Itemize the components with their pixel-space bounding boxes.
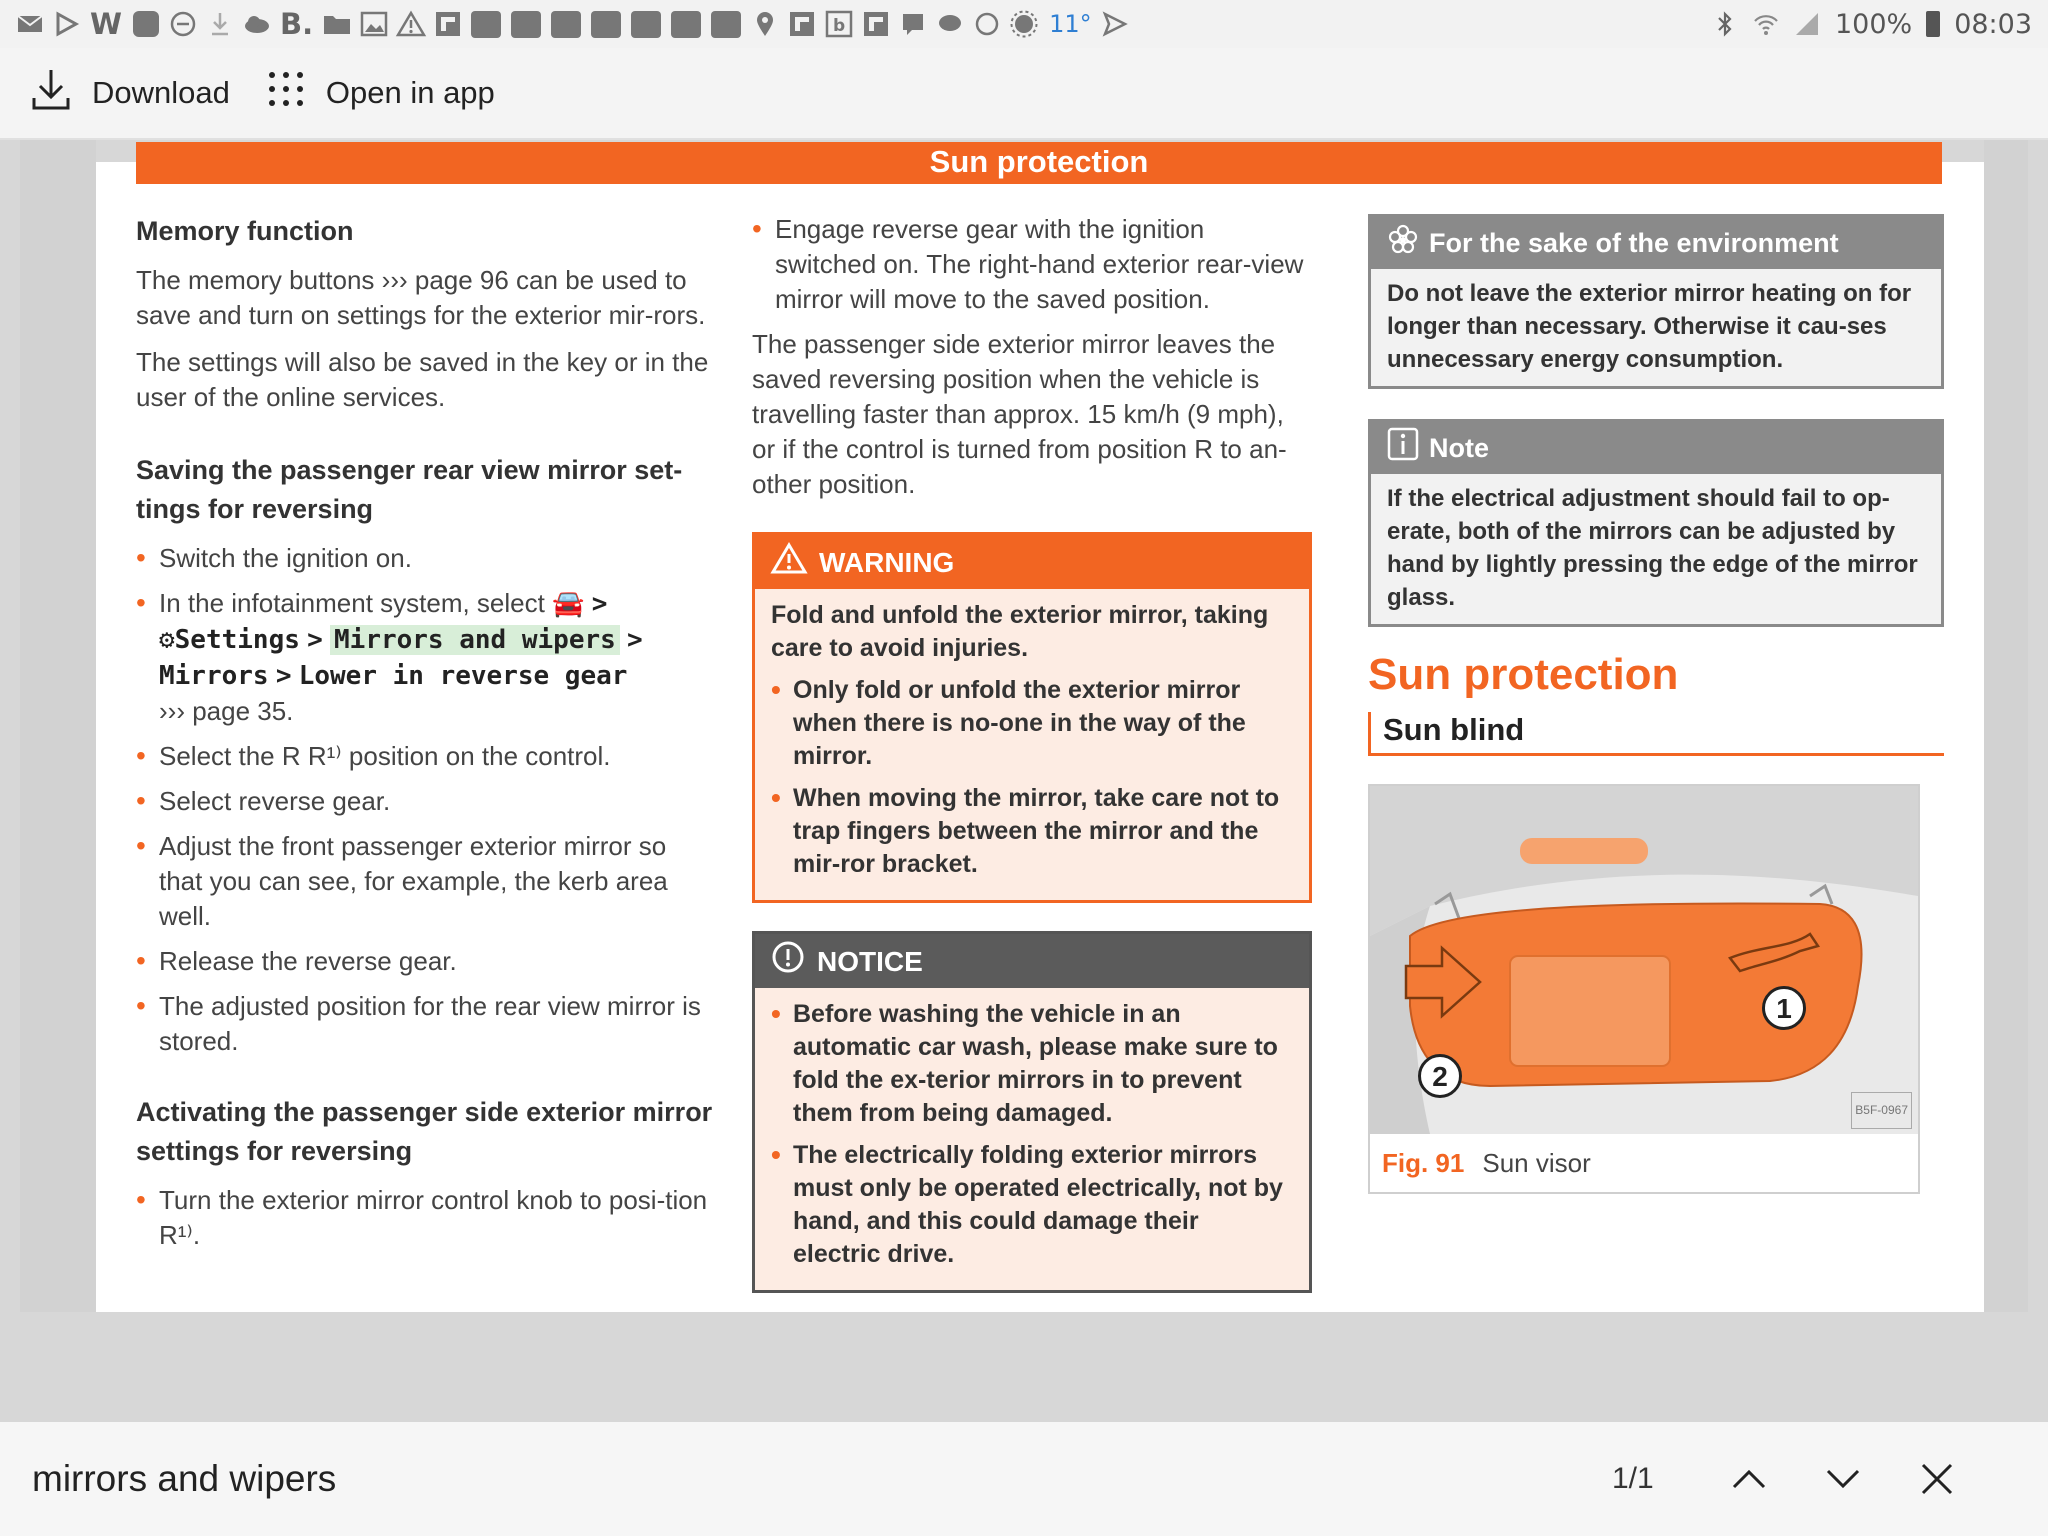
search-highlight: Mirrors and wipers <box>330 625 620 655</box>
car-icon: 🚘 <box>552 588 585 618</box>
app-plus-icon <box>132 11 159 38</box>
warning-intro: Fold and unfold the exterior mirror, taking care to avoid injuries. <box>771 601 1269 662</box>
list-item: • When moving the mirror, take care not to trap fingers between the mirror and the mir-ror bracket. <box>771 782 1293 881</box>
flipboard-icon <box>788 11 815 38</box>
youtube-icon <box>711 11 741 38</box>
find-in-page-bar <box>0 1422 2048 1536</box>
info-icon <box>1387 427 1419 470</box>
wifi-icon <box>1753 11 1780 38</box>
list-item: • The electrically folding exterior mirrors must only be operated electrically, not by hand, and this could damage their electric drive. <box>771 1139 1293 1271</box>
dnd-icon <box>169 11 196 38</box>
memory-function-heading: Memory function <box>136 216 354 246</box>
list-item: • Select the R R¹⁾ position on the control. <box>136 739 716 774</box>
column-1 <box>136 212 716 1263</box>
saving-settings-heading: Saving the passenger rear view mirror set-tings for reversing <box>136 455 683 524</box>
bluetooth-icon <box>1712 11 1739 38</box>
chevron-down-icon <box>1825 1468 1861 1490</box>
download-label: Download <box>92 75 230 110</box>
notice-box <box>752 931 1312 1293</box>
cloud-icon <box>243 11 270 38</box>
notice-title: NOTICE <box>817 945 923 977</box>
gallery-icon <box>360 11 387 38</box>
list-item: • Only fold or unfold the exterior mirror when there is no-one in the way of the mirror. <box>771 674 1293 773</box>
match-count: 1/1 <box>1612 1462 1654 1495</box>
list-item: • Turn the exterior mirror control knob to posi-tion R¹⁾. <box>136 1183 716 1253</box>
callout-1: 1 <box>1762 986 1806 1030</box>
download-button[interactable] <box>30 66 230 120</box>
flipboard-icon <box>862 11 889 38</box>
flower-icon <box>1387 223 1419 264</box>
memory-paragraph-1: The memory buttons ››› page 96 can be used to save and turn on settings for the exterior mir-rors. <box>136 265 706 330</box>
note-body: If the electrical adjustment should fail to op-erate, both of the mirrors can be adjusted by hand by lightly pressing the edge of the mirror glass. <box>1387 485 1918 611</box>
list-item: • Select reverse gear. <box>136 784 716 819</box>
column-2 <box>752 212 1312 1321</box>
play-store-icon <box>53 11 80 38</box>
environment-title: For the sake of the environment <box>1429 227 1839 258</box>
warning-triangle-icon <box>771 542 807 582</box>
close-icon <box>1920 1462 1954 1496</box>
passenger-mirror-paragraph: The passenger side exterior mirror leaves the saved reversing position when the vehicle is travelling faster than approx. 15 km/h (9 mph), or if the control is turned from position R to an-other position. <box>752 329 1287 499</box>
location-icon <box>751 11 778 38</box>
exclamation-circle-icon <box>771 940 805 982</box>
warning-title: WARNING <box>819 546 955 578</box>
list-item: • In the infotainment system, select 🚘 > ⚙Settings > Mirrors and wipers > Mirrors > Lower in reverse gear ››› page 35. <box>136 586 716 729</box>
menu-path-mirrors: Mirrors <box>159 661 269 691</box>
note-header <box>1371 422 1941 474</box>
list-item: • The adjusted position for the rear view mirror is stored. <box>136 989 716 1059</box>
chat-icon <box>936 11 963 38</box>
settings-gear-icon: ⚙ <box>159 625 175 655</box>
environment-body: Do not leave the exterior mirror heating on for longer than necessary. Otherwise it cau-ses unnecessary energy consumption. <box>1387 280 1912 373</box>
list-item: • Adjust the front passenger exterior mirror so that you can see, for example, the kerb area well. <box>136 829 716 934</box>
download-icon <box>30 66 72 120</box>
folder-icon <box>323 11 350 38</box>
note-title: Note <box>1429 432 1489 463</box>
sync-icon <box>973 11 1000 38</box>
page-margin-left <box>20 140 96 1312</box>
menu-path-lower: Lower in reverse gear <box>298 661 628 691</box>
open-in-app-button[interactable] <box>266 69 495 117</box>
system-status <box>1712 9 2032 40</box>
figure-sun-visor <box>1368 784 1920 1194</box>
figure-code: B5F-0967 <box>1851 1092 1912 1129</box>
note-box <box>1368 419 1944 627</box>
memory-paragraph-2: The settings will also be saved in the key or in the user of the online services. <box>136 347 709 412</box>
youtube-icon <box>631 11 661 38</box>
b-square-icon <box>825 11 852 38</box>
youtube-icon <box>511 11 541 38</box>
send-icon <box>1102 11 1129 38</box>
open-in-app-label: Open in app <box>325 75 495 110</box>
battery-icon <box>1926 11 1940 37</box>
figure-caption <box>1370 1134 1918 1192</box>
warning-header <box>755 535 1309 589</box>
chevron-up-icon <box>1731 1468 1767 1490</box>
activating-settings-heading: Activating the passenger side exterior mirror settings for reversing <box>136 1097 713 1166</box>
youtube-icon <box>591 11 621 38</box>
temperature-label: 11° <box>1049 10 1092 38</box>
column-3 <box>1368 214 1944 1194</box>
close-search-button[interactable] <box>1902 1444 1972 1514</box>
figure-caption-text: Sun visor <box>1482 1147 1591 1178</box>
b-app-icon: B. <box>280 7 314 41</box>
w-app-icon: W <box>90 7 122 41</box>
alert-icon <box>397 11 424 38</box>
pdf-page[interactable] <box>96 144 1984 1312</box>
next-match-button[interactable] <box>1808 1444 1878 1514</box>
callout-2: 2 <box>1418 1054 1462 1098</box>
youtube-icon <box>471 11 501 38</box>
mail-icon <box>16 11 43 38</box>
figure-number: Fig. 91 <box>1382 1147 1465 1178</box>
sun-visor-illustration <box>1370 786 1918 1134</box>
clock: 08:03 <box>1954 8 2032 40</box>
warning-box <box>752 532 1312 903</box>
sun-protection-heading: Sun protection <box>1368 650 1679 699</box>
environment-header <box>1371 217 1941 269</box>
list-item: • Engage reverse gear with the ignition switched on. The right-hand exterior rear-view mirror will move to the saved position. <box>752 212 1312 317</box>
sun-blind-heading: Sun blind <box>1368 712 1944 756</box>
battery-percent: 100% <box>1834 8 1913 40</box>
list-item: • Switch the ignition on. <box>136 541 716 576</box>
youtube-icon <box>551 11 581 38</box>
previous-match-button[interactable] <box>1714 1444 1784 1514</box>
page-reference[interactable]: ››› page 35. <box>159 696 294 726</box>
message-alert-icon <box>899 11 926 38</box>
signal-icon <box>1794 11 1821 38</box>
menu-path-settings: Settings <box>174 625 300 655</box>
download-status-icon <box>206 11 233 38</box>
flipboard-icon <box>434 11 461 38</box>
list-item: • Before washing the vehicle in an automatic car wash, please make sure to fold the ex-terior mirrors in to prevent them from being damaged. <box>771 998 1293 1130</box>
app-bar <box>0 48 2048 140</box>
status-bar <box>0 0 2048 48</box>
environment-box <box>1368 214 1944 389</box>
notice-header <box>755 934 1309 988</box>
notification-icons <box>16 7 1129 41</box>
apps-grid-icon <box>266 69 306 117</box>
section-banner <box>136 142 1942 184</box>
weather-sun-icon <box>1010 11 1037 38</box>
list-item: • Release the reverse gear. <box>136 944 716 979</box>
youtube-icon <box>671 11 701 38</box>
page-margin-right <box>1984 140 2028 1312</box>
section-banner-title: Sun protection <box>929 144 1149 179</box>
svg-text:b: b <box>832 16 845 36</box>
search-input[interactable] <box>32 1449 1532 1509</box>
